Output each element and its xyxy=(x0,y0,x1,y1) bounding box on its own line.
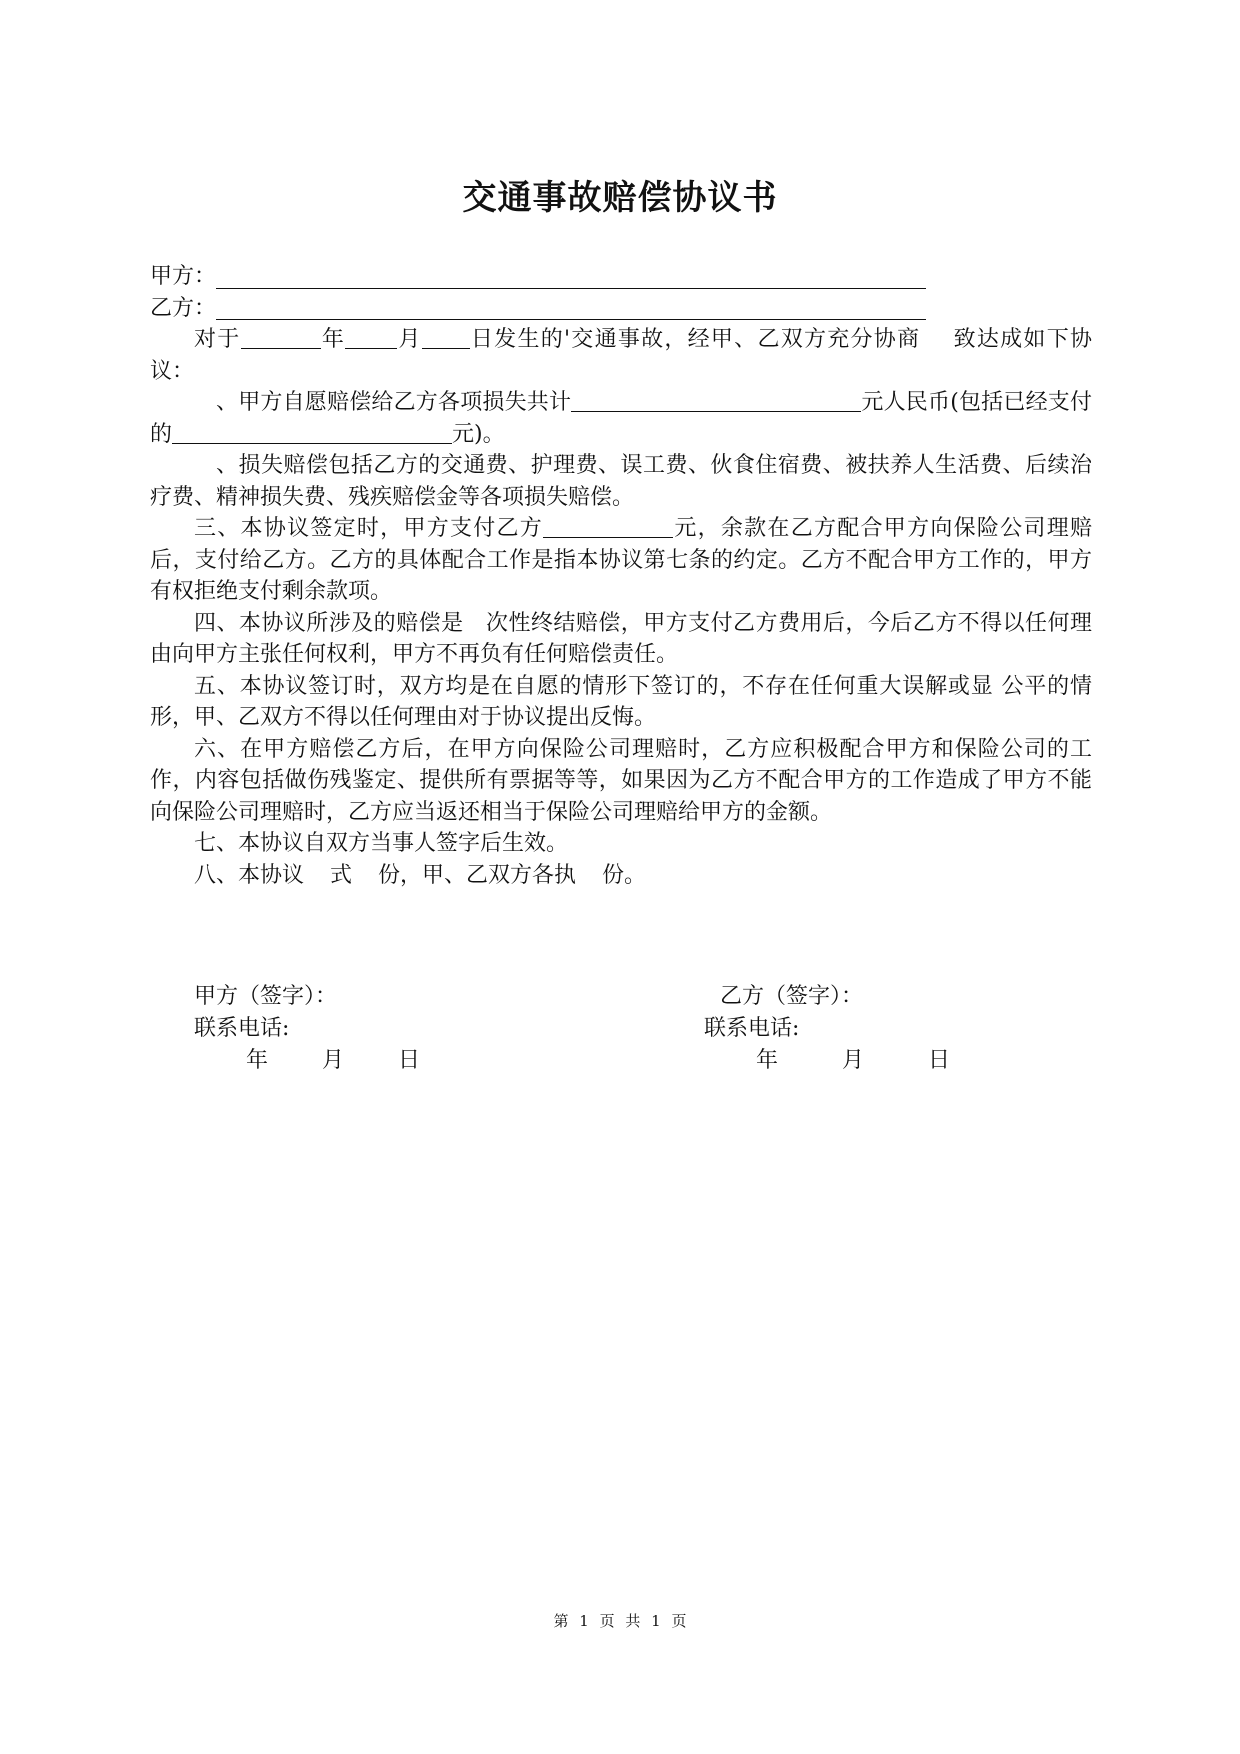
intro-text: 月 xyxy=(397,327,422,352)
party-a-sign-label: 甲方（签字）： xyxy=(194,984,338,1009)
agreement-body xyxy=(150,261,1092,891)
year-label: 年 xyxy=(756,1048,779,1073)
intro-text: 致达成如下协议： xyxy=(150,327,1092,384)
clause-text: 次性终结赔偿，甲方支付乙方费用后，今后乙方不得以任何理由向甲方主张任何权利，甲方不再负有任何赔偿责任。 xyxy=(150,610,1092,667)
party-a-phone-label: 联系电话: xyxy=(194,1015,290,1041)
clause-text: 式 xyxy=(330,862,353,888)
year-label: 年 xyxy=(246,1048,269,1073)
party-a-signature-block xyxy=(194,981,420,1077)
clause-text: 八、本协议 xyxy=(194,862,305,888)
intro-text: 年 xyxy=(320,327,346,352)
party-b-phone-label: 联系电话: xyxy=(704,1015,800,1041)
party-b-sign-label: 乙方（签字）： xyxy=(720,984,864,1009)
clause-8 xyxy=(150,860,1092,892)
party-b-signature-block xyxy=(704,981,950,1077)
day-label: 日 xyxy=(928,1048,951,1073)
clause-text: 三、本协议签定时，甲方支付乙方 xyxy=(194,516,544,541)
total-amount-blank[interactable] xyxy=(571,389,861,412)
month-label: 月 xyxy=(842,1048,865,1073)
document-title: 交通事故赔偿协议书 xyxy=(462,178,778,218)
month-label: 月 xyxy=(322,1048,345,1073)
party-a-date xyxy=(194,1045,420,1077)
intro-paragraph xyxy=(150,324,1092,387)
clause-3 xyxy=(150,513,1092,608)
clause-text: 份，甲、乙双方各执 xyxy=(378,862,577,888)
intro-text: 日发生的'交通事故，经甲、乙双方充分协商 xyxy=(469,327,921,352)
year-blank[interactable] xyxy=(241,326,321,349)
clause-text: 元，余款在乙方配合甲方向保险公司理赔后，支付给乙方。乙方的具体配合工作是指本协议第七条的约定。乙方不配合甲方工作的，甲方有权拒绝支付剩余款项。 xyxy=(150,516,1092,604)
paid-amount-blank[interactable] xyxy=(172,421,452,444)
clause-text: 四、本协议所涉及的赔偿是 xyxy=(194,610,464,636)
intro-text: 对于 xyxy=(194,327,241,352)
clause-4 xyxy=(150,608,1092,671)
day-label: 日 xyxy=(398,1048,421,1073)
clause-text: 、甲方自愿赔偿给乙方各项损失共计 xyxy=(216,390,572,415)
clause-text: 份。 xyxy=(602,862,647,888)
page-number-footer: 第 1 页 共 1 页 xyxy=(553,1612,687,1630)
party-a-label: 甲方： xyxy=(150,264,217,289)
party-b-line xyxy=(150,293,1092,325)
day-blank[interactable] xyxy=(422,326,470,349)
clause-1 xyxy=(150,387,1092,450)
month-blank[interactable] xyxy=(345,326,397,349)
party-b-label: 乙方： xyxy=(150,295,217,321)
payment-blank[interactable] xyxy=(543,515,673,538)
clause-6: 六、在甲方赔偿乙方后，在甲方向保险公司理赔时，乙方应积极配合甲方和保险公司的工作，内容包括做伤残鉴定、提供所有票据等等，如果因为乙方不配合甲方的工作造成了甲方不能向保险公司理赔时，乙方应当返还相当于保险公司理赔给甲方的金额。 xyxy=(150,736,1092,825)
clause-text: 元)。 xyxy=(452,421,505,447)
party-b-date xyxy=(704,1045,950,1077)
party-a-line xyxy=(150,261,1092,293)
party-b-field[interactable] xyxy=(216,295,926,320)
clause-text: 元人民币(包括已经支付的 xyxy=(150,390,1092,447)
party-a-field[interactable] xyxy=(216,264,926,289)
clause-5: 五、本协议签订时，双方均是在自愿的情形下签订的，不存在任何重大误解或显 公平的情形，甲、乙双方不得以任何理由对于协议提出反悔。 xyxy=(150,673,1092,730)
clause-7: 七、本协议自双方当事人签字后生效。 xyxy=(194,831,569,856)
clause-2: 、损失赔偿包括乙方的交通费、护理费、误工费、伙食住宿费、被扶养人生活费、后续治疗费、精神损失费、残疾赔偿金等各项损失赔偿。 xyxy=(150,453,1092,510)
